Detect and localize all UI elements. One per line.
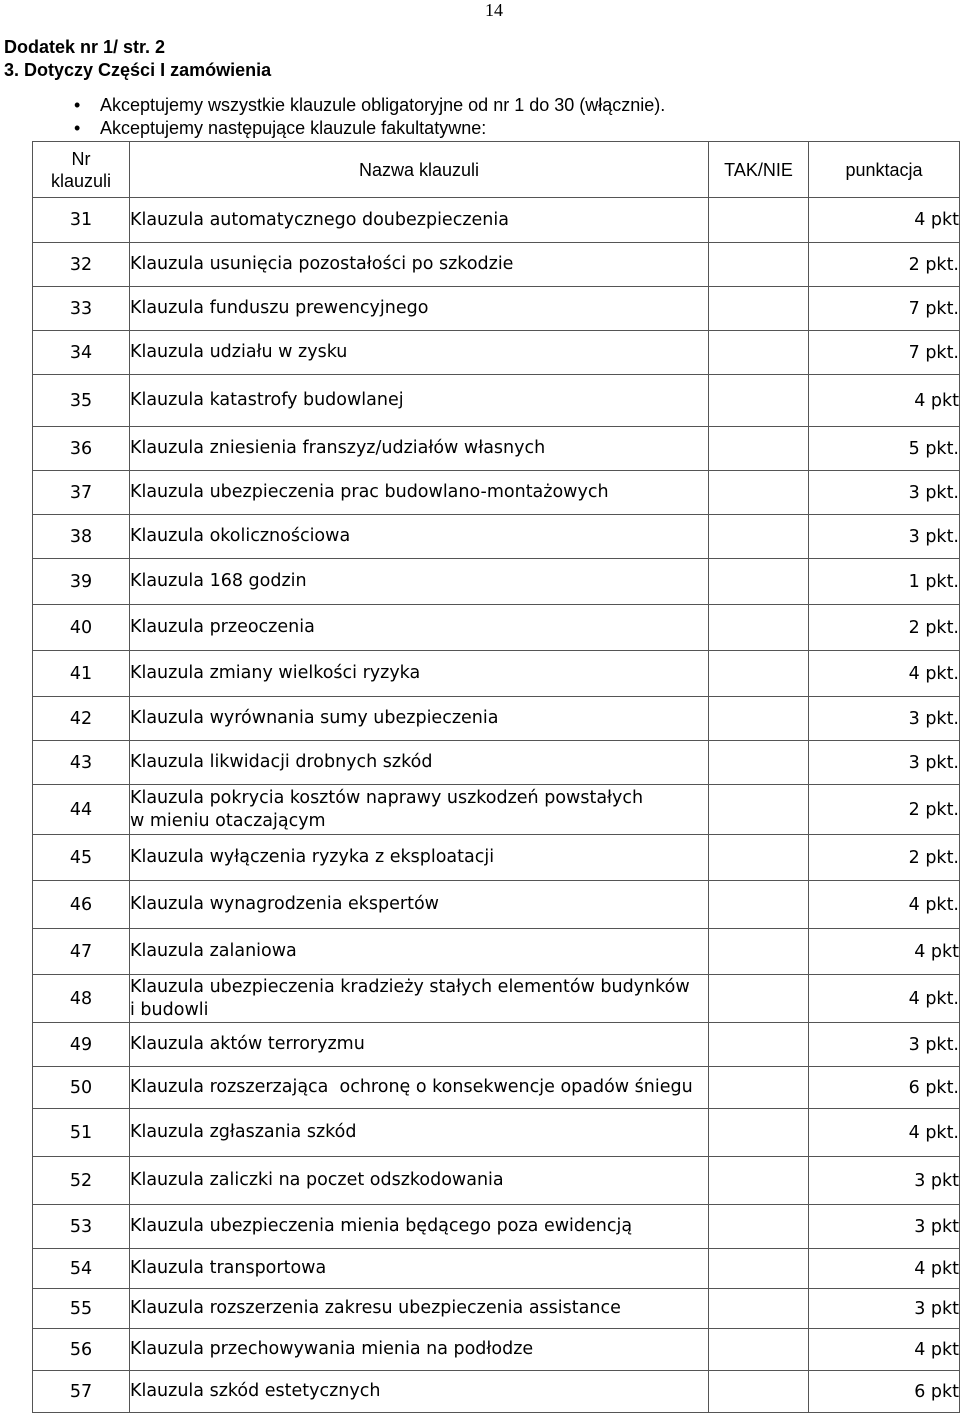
clause-number: 55 — [33, 1289, 130, 1329]
table-row — [33, 929, 960, 975]
clauses-table — [32, 141, 960, 1413]
tak-nie-cell — [709, 559, 809, 605]
clause-name: Klauzula okolicznościowa — [130, 515, 709, 559]
table-row — [33, 1371, 960, 1413]
clause-points: 4 pkt — [809, 198, 960, 243]
clause-name: Klauzula przechowywania mienia na podłodze — [130, 1329, 709, 1371]
clause-points: 4 pkt. — [809, 1109, 960, 1157]
tak-nie-cell — [709, 835, 809, 881]
tak-nie-cell — [709, 697, 809, 741]
clause-points: 2 pkt. — [809, 243, 960, 287]
table-row — [33, 1249, 960, 1289]
tak-nie-cell — [709, 881, 809, 929]
table-row — [33, 471, 960, 515]
table-row — [33, 697, 960, 741]
clause-points: 3 pkt. — [809, 471, 960, 515]
clause-points: 4 pkt — [809, 1249, 960, 1289]
clause-number: 41 — [33, 651, 130, 697]
table-row — [33, 1329, 960, 1371]
clause-number: 34 — [33, 331, 130, 375]
clause-points: 2 pkt. — [809, 605, 960, 651]
clause-number: 49 — [33, 1023, 130, 1067]
header-nr-line1: Nr — [71, 148, 91, 169]
clause-points: 4 pkt. — [809, 975, 960, 1023]
clause-number: 52 — [33, 1157, 130, 1205]
clause-name-line2: w mieniu otaczającym — [130, 810, 326, 831]
header-tak-nie: TAK/NIE — [709, 142, 809, 198]
clause-number: 47 — [33, 929, 130, 975]
clause-number: 33 — [33, 287, 130, 331]
table-row — [33, 651, 960, 697]
clause-name: Klauzula ubezpieczenia prac budowlano-montażowych — [130, 471, 709, 515]
tak-nie-cell — [709, 1289, 809, 1329]
tak-nie-cell — [709, 1329, 809, 1371]
table-row — [33, 605, 960, 651]
clause-number: 39 — [33, 559, 130, 605]
clause-points: 3 pkt. — [809, 697, 960, 741]
clause-number: 42 — [33, 697, 130, 741]
clause-number: 36 — [33, 427, 130, 471]
clause-name-line2: i budowli — [130, 999, 209, 1020]
section-heading: 3. Dotyczy Części I zamówienia — [4, 60, 272, 80]
clause-points: 3 pkt. — [809, 741, 960, 785]
clause-number: 38 — [33, 515, 130, 559]
clause-number: 50 — [33, 1067, 130, 1109]
clause-number: 48 — [33, 975, 130, 1023]
clause-number: 46 — [33, 881, 130, 929]
clause-points: 2 pkt. — [809, 785, 960, 835]
table-row — [33, 243, 960, 287]
acceptance-item-obligatory: • Akceptujemy wszystkie klauzule obligatoryjne od nr 1 do 30 (włącznie). — [70, 94, 665, 117]
table-row — [33, 1067, 960, 1109]
tak-nie-cell — [709, 1157, 809, 1205]
tak-nie-cell — [709, 198, 809, 243]
tak-nie-cell — [709, 1249, 809, 1289]
clause-points: 3 pkt — [809, 1205, 960, 1249]
header-points: punktacja — [809, 142, 960, 198]
clause-name: Klauzula usunięcia pozostałości po szkodzie — [130, 243, 709, 287]
clause-points: 3 pkt — [809, 1157, 960, 1205]
tak-nie-cell — [709, 1205, 809, 1249]
clause-points: 3 pkt — [809, 1289, 960, 1329]
clause-name-line1: Klauzula ubezpieczenia kradzieży stałych elementów budynków — [130, 976, 690, 997]
clause-number: 54 — [33, 1249, 130, 1289]
tak-nie-cell — [709, 605, 809, 651]
clause-points: 4 pkt — [809, 929, 960, 975]
clause-points: 3 pkt. — [809, 515, 960, 559]
tak-nie-cell — [709, 331, 809, 375]
table-row — [33, 785, 960, 835]
clause-name: Klauzula likwidacji drobnych szkód — [130, 741, 709, 785]
clause-number: 37 — [33, 471, 130, 515]
table-row — [33, 427, 960, 471]
clause-name: Klauzula zgłaszania szkód — [130, 1109, 709, 1157]
tak-nie-cell — [709, 929, 809, 975]
tak-nie-cell — [709, 1067, 809, 1109]
tak-nie-cell — [709, 1109, 809, 1157]
clause-name: Klauzula szkód estetycznych — [130, 1371, 709, 1413]
clause-name: Klauzula transportowa — [130, 1249, 709, 1289]
clause-name: Klauzula wyłączenia ryzyka z eksploatacji — [130, 835, 709, 881]
acceptance-list — [70, 94, 665, 140]
table-row — [33, 741, 960, 785]
clause-points: 3 pkt. — [809, 1023, 960, 1067]
clause-number: 53 — [33, 1205, 130, 1249]
clause-name: Klauzula wynagrodzenia ekspertów — [130, 881, 709, 929]
clause-name: Klauzula zniesienia franszyz/udziałów własnych — [130, 427, 709, 471]
clause-points: 6 pkt — [809, 1371, 960, 1413]
clause-name: Klauzula przeoczenia — [130, 605, 709, 651]
header-nr-line2: klauzuli — [50, 170, 112, 191]
table-row — [33, 1023, 960, 1067]
clause-number: 44 — [33, 785, 130, 835]
clause-points: 7 pkt. — [809, 331, 960, 375]
table-row — [33, 1157, 960, 1205]
clause-number: 57 — [33, 1371, 130, 1413]
clause-points: 4 pkt — [809, 375, 960, 427]
clause-points: 2 pkt. — [809, 835, 960, 881]
annex-heading: Dodatek nr 1/ str. 2 — [4, 37, 166, 57]
clause-name: Klauzula udziału w zysku — [130, 331, 709, 375]
table-row — [33, 375, 960, 427]
table-row — [33, 881, 960, 929]
clause-name: Klauzula rozszerzająca ochronę o konsekwencje opadów śniegu — [130, 1067, 709, 1109]
clause-number: 40 — [33, 605, 130, 651]
clause-number: 56 — [33, 1329, 130, 1371]
clause-name: Klauzula katastrofy budowlanej — [130, 375, 709, 427]
clause-points: 4 pkt. — [809, 881, 960, 929]
clause-points: 6 pkt. — [809, 1067, 960, 1109]
table-row — [33, 559, 960, 605]
clause-number: 51 — [33, 1109, 130, 1157]
tak-nie-cell — [709, 243, 809, 287]
tak-nie-cell — [709, 287, 809, 331]
table-row — [33, 1205, 960, 1249]
tak-nie-cell — [709, 1023, 809, 1067]
clause-number: 43 — [33, 741, 130, 785]
clause-points: 4 pkt. — [809, 651, 960, 697]
clause-points: 7 pkt. — [809, 287, 960, 331]
clause-name-line1: Klauzula pokrycia kosztów naprawy uszkodzeń powstałych — [130, 787, 644, 808]
clause-points: 4 pkt — [809, 1329, 960, 1371]
tak-nie-cell — [709, 785, 809, 835]
header-clause-name: Nazwa klauzuli — [130, 142, 709, 198]
clause-name: Klauzula rozszerzenia zakresu ubezpieczenia assistance — [130, 1289, 709, 1329]
clause-number: 45 — [33, 835, 130, 881]
clause-number: 35 — [33, 375, 130, 427]
clause-number: 31 — [33, 198, 130, 243]
table-row — [33, 198, 960, 243]
clause-name: Klauzula wyrównania sumy ubezpieczenia — [130, 697, 709, 741]
tak-nie-cell — [709, 1371, 809, 1413]
clause-name: Klauzula zmiany wielkości ryzyka — [130, 651, 709, 697]
clause-name: Klauzula zaliczki na poczet odszkodowania — [130, 1157, 709, 1205]
tak-nie-cell — [709, 651, 809, 697]
clause-name: Klauzula aktów terroryzmu — [130, 1023, 709, 1067]
clause-number: 32 — [33, 243, 130, 287]
clause-name: Klauzula ubezpieczenia mienia będącego poza ewidencją — [130, 1205, 709, 1249]
clause-name — [130, 975, 709, 1023]
clause-name: Klauzula funduszu prewencyjnego — [130, 287, 709, 331]
tak-nie-cell — [709, 741, 809, 785]
tak-nie-cell — [709, 375, 809, 427]
table-row — [33, 287, 960, 331]
tak-nie-cell — [709, 471, 809, 515]
table-header-row — [33, 142, 960, 198]
table-row — [33, 331, 960, 375]
table-row — [33, 515, 960, 559]
table-row — [33, 1289, 960, 1329]
clause-name: Klauzula 168 godzin — [130, 559, 709, 605]
tak-nie-cell — [709, 427, 809, 471]
clause-name — [130, 785, 709, 835]
clause-name: Klauzula zalaniowa — [130, 929, 709, 975]
tak-nie-cell — [709, 975, 809, 1023]
clause-points: 1 pkt. — [809, 559, 960, 605]
clause-points: 5 pkt. — [809, 427, 960, 471]
header-clause-number — [33, 142, 130, 198]
table-row — [33, 975, 960, 1023]
page-number: 14 — [485, 0, 503, 20]
table-row — [33, 835, 960, 881]
acceptance-item-optional: • Akceptujemy następujące klauzule fakultatywne: — [70, 117, 665, 140]
clause-name: Klauzula automatycznego doubezpieczenia — [130, 198, 709, 243]
tak-nie-cell — [709, 515, 809, 559]
table-row — [33, 1109, 960, 1157]
